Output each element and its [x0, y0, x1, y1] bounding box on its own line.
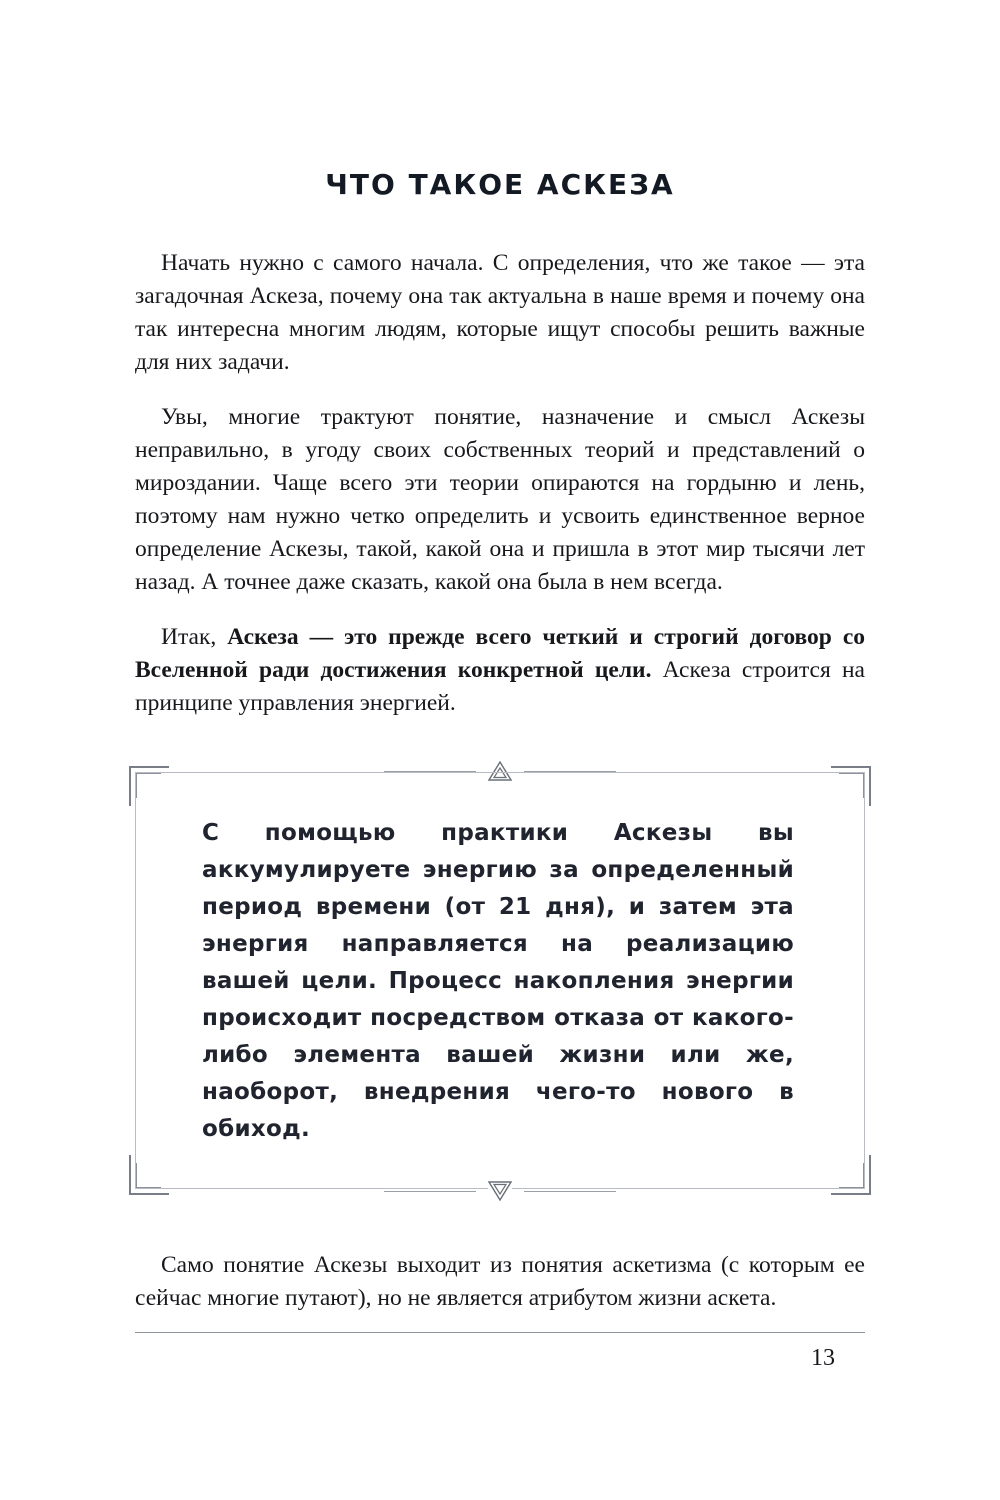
quote-section: [135, 772, 865, 1189]
chapter-title: ЧТО ТАКОЕ АСКЕЗА: [325, 168, 675, 201]
page-content: [135, 0, 865, 1337]
corner-bracket-top-left: [129, 766, 169, 806]
paragraph-3-tail: Аскеза строится на принципе управления энергией.: [135, 657, 865, 716]
paragraph-3-bold-statement: Аскеза — это прежде всего четкий и строгий договор со Вселенной ради достижения конкретной цели.: [135, 624, 865, 683]
corner-bracket-bottom-right: [831, 1155, 871, 1195]
paragraph-3-lead: Итак,: [161, 624, 228, 650]
paragraph-3: [135, 621, 865, 720]
page-footer: [135, 1332, 865, 1372]
paragraph-1: Начать нужно с самого начала. С определения, что же такое — эта загадочная Аскеза, почему она так актуальна в наше время и почему она так интересна многим людям, которые ищут способы решить важные для них задачи.: [135, 250, 865, 375]
corner-bracket-top-right: [831, 766, 871, 806]
paragraph-4: Само понятие Аскезы выходит из понятия аскетизма (с которым ее сейчас многие путают), но не является атрибутом жизни аскета.: [135, 1252, 865, 1311]
page-number: 13: [811, 1345, 835, 1371]
footer-divider: [135, 1332, 865, 1333]
corner-bracket-bottom-left: [129, 1155, 169, 1195]
ornament-line-left: [384, 1191, 476, 1192]
quote-frame: [135, 772, 865, 1189]
ornament-triangle-down-icon: [488, 1181, 512, 1201]
bottom-ornament: [384, 1181, 616, 1201]
paragraph-2: Увы, многие трактуют понятие, назначение и смысл Аскезы неправильно, в угоду своих собственных теорий и представлений о мироздании. Чаще всего эти теории опираются на гордыню и лень, поэтому нам нужно четко определить и усвоить единственное верное определение Аскезы, такой, какой она и пришла в этот мир тысячи лет назад. А точнее даже сказать, какой она была в нем всегда.: [135, 404, 865, 595]
quote-text: С помощью практики Аскезы вы аккумулируете энергию за определенный период времени (от 21 дня), и затем эта энергия направляется на реализацию вашей цели. Процесс накопления энергии происходит посредством отказа от какого-либо элемента вашей жизни или же, наоборот, внедрения чего-то нового в обиход.: [202, 820, 794, 1142]
ornament-line-right: [524, 1191, 616, 1192]
